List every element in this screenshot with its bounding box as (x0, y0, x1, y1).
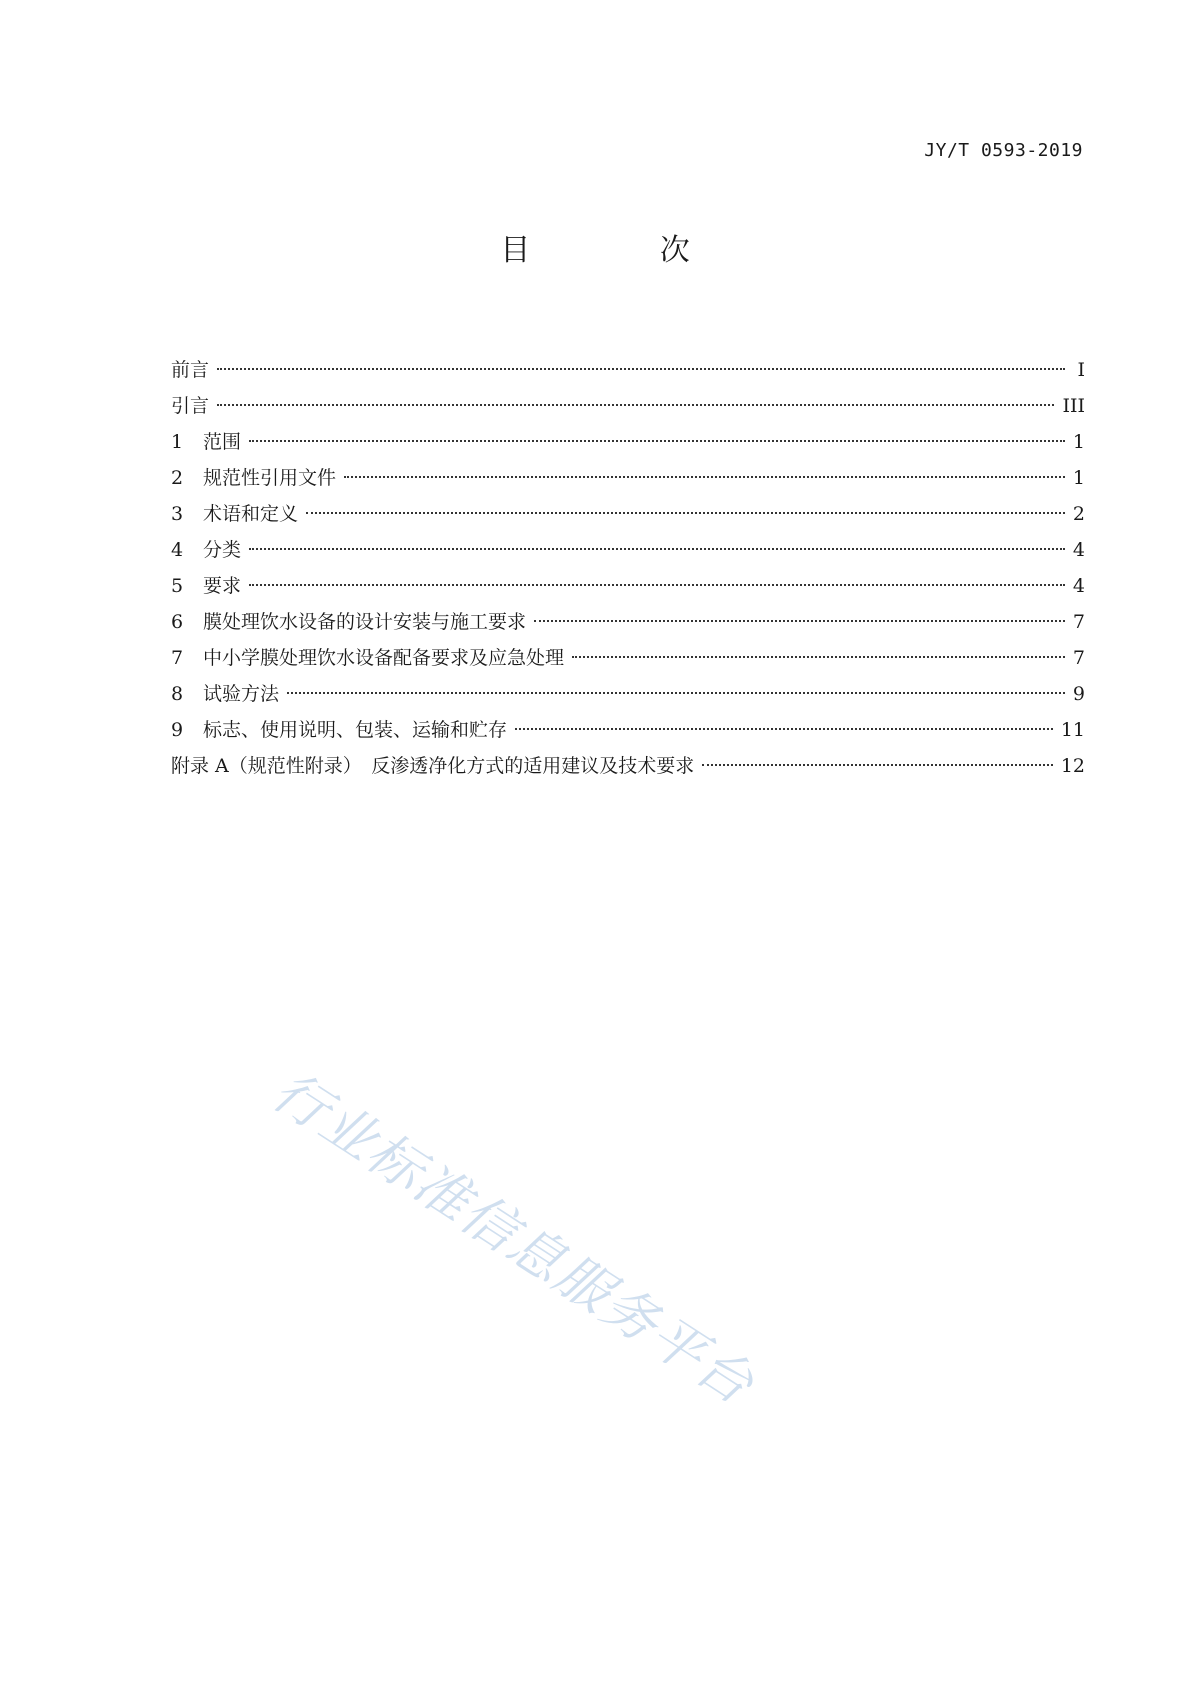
toc-entry-number: 3 (171, 503, 184, 525)
toc-entry-label: 前言 (171, 359, 210, 381)
toc-entry-page: 1 (1072, 467, 1085, 489)
toc-entry-scope[interactable] (171, 424, 1085, 460)
watermark-text: 行业标准信息服务平台 (261, 1059, 766, 1418)
toc-leader-dots (287, 692, 1065, 694)
toc-entry-foreword[interactable] (171, 352, 1085, 388)
toc-entry-label: 要求 (203, 575, 242, 597)
toc-entry-number: 6 (171, 611, 184, 633)
toc-entry-number: 2 (171, 467, 184, 489)
toc-leader-dots (306, 512, 1065, 514)
toc-entry-page: 9 (1072, 683, 1085, 705)
toc-entry-page: 2 (1072, 503, 1085, 525)
toc-leader-dots (249, 440, 1065, 442)
toc-entry-number: 8 (171, 683, 184, 705)
toc-entry-label: 试验方法 (203, 683, 280, 705)
toc-leader-dots (249, 548, 1065, 550)
toc-entry-requirements[interactable] (171, 568, 1085, 604)
toc-entry-number: 4 (171, 539, 184, 561)
toc-entry-label: 中小学膜处理饮水设备配备要求及应急处理 (203, 647, 565, 669)
toc-leader-dots (217, 404, 1054, 406)
toc-entry-page: 7 (1072, 647, 1085, 669)
toc-entry-test-methods[interactable] (171, 676, 1085, 712)
toc-leader-dots (515, 728, 1053, 730)
page-title: 目 次 (500, 233, 750, 268)
toc-leader-dots (572, 656, 1065, 658)
toc-entry-marking-packaging[interactable] (171, 712, 1085, 748)
toc-entry-page: 4 (1072, 575, 1085, 597)
toc-entry-appendix-a[interactable] (171, 748, 1085, 784)
toc-entry-label: 分类 (203, 539, 242, 561)
toc-entry-label: 引言 (171, 395, 210, 417)
toc-entry-number: 9 (171, 719, 184, 741)
toc-entry-normative-references[interactable] (171, 460, 1085, 496)
toc-entry-number: 5 (171, 575, 184, 597)
toc-entry-number: 1 (171, 431, 184, 453)
toc-leader-dots (702, 764, 1053, 766)
toc-entry-classification[interactable] (171, 532, 1085, 568)
toc-entry-page: III (1062, 395, 1085, 417)
toc-entry-page: 4 (1072, 539, 1085, 561)
toc-entry-school-equipment[interactable] (171, 640, 1085, 676)
toc-entry-label: 附录 A（规范性附录） 反渗透净化方式的适用建议及技术要求 (171, 755, 695, 777)
toc-leader-dots (344, 476, 1065, 478)
toc-entry-label: 范围 (203, 431, 242, 453)
toc-entry-page: 11 (1060, 719, 1085, 741)
toc-leader-dots (217, 368, 1065, 370)
toc-entry-page: 12 (1060, 755, 1085, 777)
toc-entry-number: 7 (171, 647, 184, 669)
toc-entry-label: 标志、使用说明、包装、运输和贮存 (203, 719, 508, 741)
toc-entry-terms-definitions[interactable] (171, 496, 1085, 532)
toc-entry-design-installation[interactable] (171, 604, 1085, 640)
table-of-contents (171, 352, 1085, 784)
toc-leader-dots (534, 620, 1065, 622)
toc-entry-page: I (1077, 359, 1085, 381)
toc-entry-label: 规范性引用文件 (203, 467, 337, 489)
toc-entry-label: 术语和定义 (203, 503, 299, 525)
toc-entry-introduction[interactable] (171, 388, 1085, 424)
toc-entry-page: 1 (1072, 431, 1085, 453)
toc-entry-page: 7 (1072, 611, 1085, 633)
document-code: JY/T 0593-2019 (924, 140, 1083, 161)
toc-leader-dots (249, 584, 1065, 586)
toc-entry-label: 膜处理饮水设备的设计安装与施工要求 (203, 611, 527, 633)
